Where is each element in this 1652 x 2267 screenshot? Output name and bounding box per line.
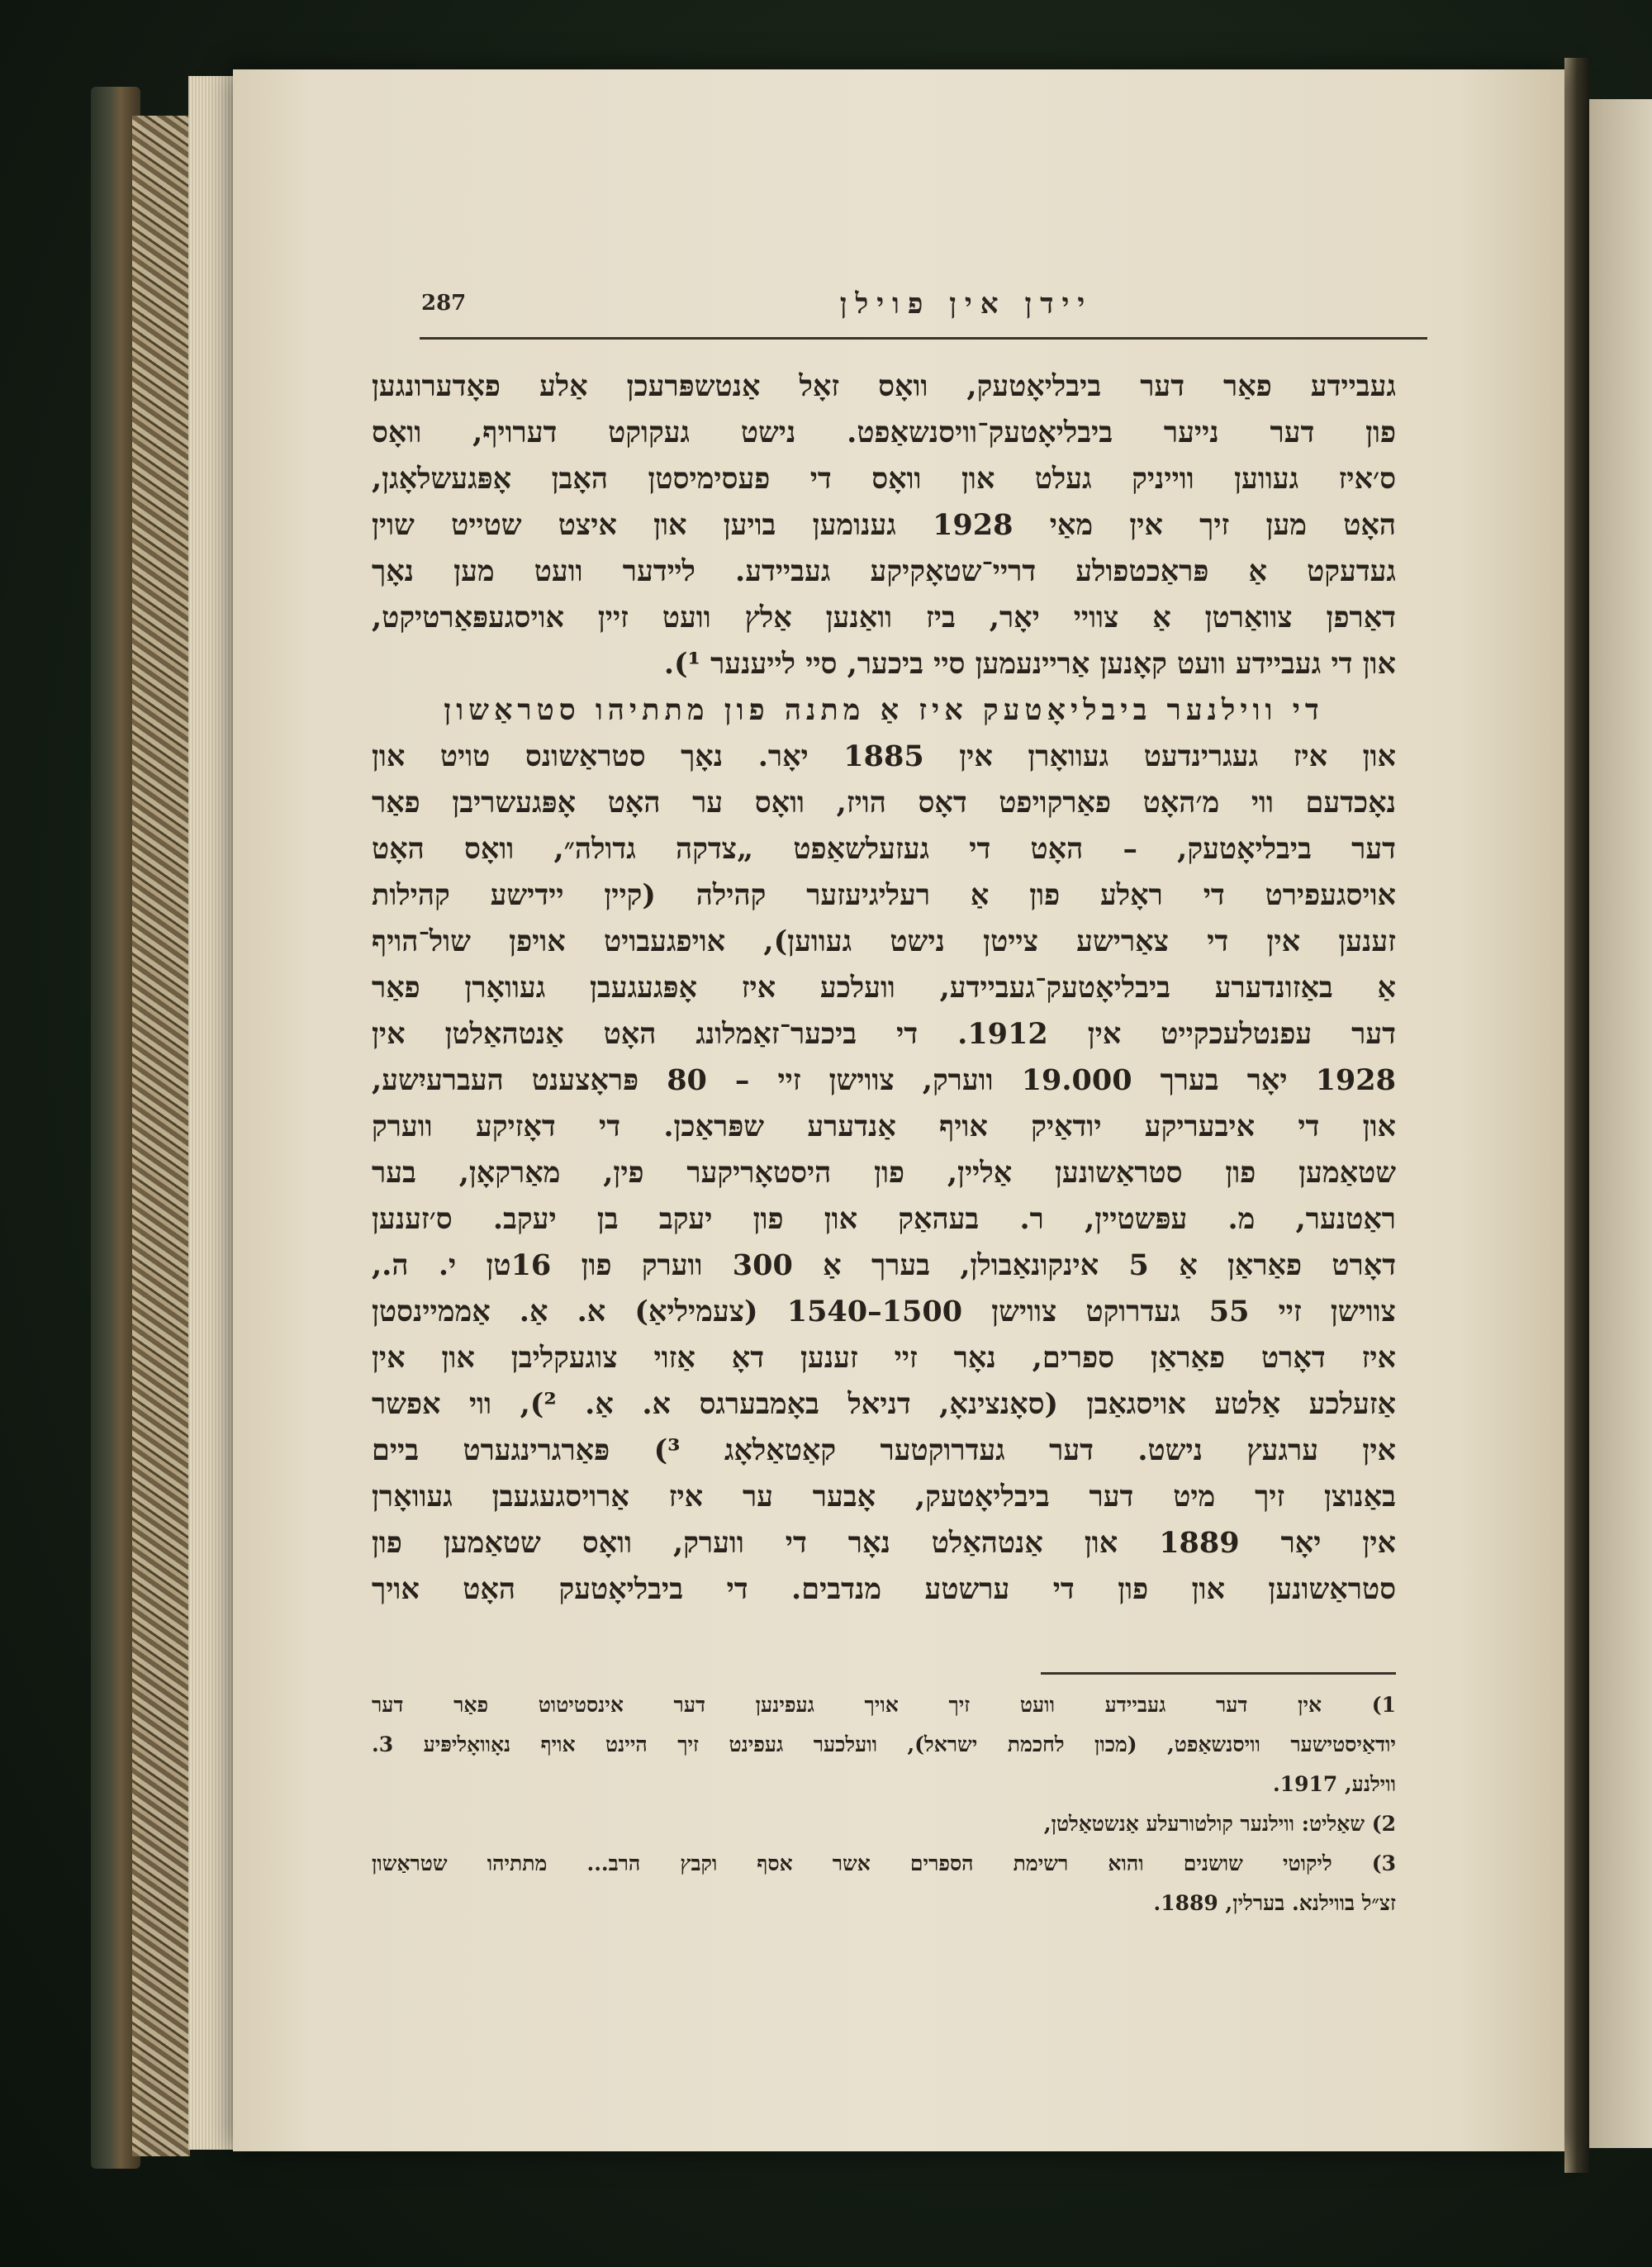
body-line: און די איבעריקע יודאַיק אויף אַנדערע שפּראַכן. די דאָזיקע ווערק: [372, 1110, 1396, 1143]
body-line: אַזעלכע אַלטע אויסגאַבן (סאָנצינאָ, דניאל באָמבערגס א. אַ. ²), ווי אפשר: [372, 1387, 1397, 1421]
body-line: ראַטנער, מ. עפּשטיין, ר. בעהאַק און פון יעקב בן יעקב. ס׳זענען: [372, 1202, 1396, 1236]
body-line: צווישן זיי 55 געדרוקט צווישן 1500–1540 (צעמיליאַ) א. אַ. אַממיינסטן: [372, 1295, 1396, 1328]
body-line: באַנוצן זיך מיט דער ביבליאָטעק, אָבער ער איז אַרויסגעגעבן געוואָרן: [372, 1480, 1396, 1514]
body-line: פון דער נייער ביבליאָטעק־וויסנשאַפט. נישט געקוקט דערויף, וואָס: [372, 416, 1396, 449]
body-line: אַ באַזונדערע ביבליאָטעק־געביידע, וועלכע איז אָפּגעגעבן געוואָרן פאַר: [372, 971, 1396, 1005]
footnote-line: יודאַיסטישער וויסנשאַפט, (מכון לחכמת ישראל), וועלכער געפינט זיך היינט אויף נאָוואָליפּיע 3.: [372, 1732, 1396, 1756]
footnotes: [372, 1685, 1396, 1923]
body-line: סטראַשונען און פון די ערשטע מנדבים. די ביבליאָטעק האָט אויך: [372, 1572, 1396, 1606]
footnote-rule: [1041, 1672, 1396, 1675]
body-line: נאָכדעם ווי מ׳האָט פאַרקויפט דאָס הויז, וואָס ער האָט אָפּגעשריבן פאַר: [372, 786, 1396, 820]
body-line: אויסגעפירט די ראָלע פון אַ רעליגיעזער קהילה (קיין יידישע קהילות: [372, 878, 1396, 912]
running-title: יידן אין פוילן: [839, 288, 1094, 321]
footnote-line: 1) אין דער געביידע וועט זיך אויך געפינען דער אינסטיטוט פאַר דער: [372, 1693, 1396, 1717]
body-line: זענען אין די צאַרישע צייטן נישט געווען), אויפגעבויט אויפן שול־הויף: [372, 924, 1396, 958]
body-line: שטאַמען פון סטראַשונען אַליין, פון היסטאָריקער פין, מאַרקאָן, בער: [372, 1156, 1396, 1190]
page-stack-edge: [188, 76, 238, 2150]
footnote-line: זצ״ל בווילנא. בערלין, 1889.: [1153, 1891, 1396, 1915]
body-line: אין ערגעץ נישט. דער געדרוקטער קאַטאַלאָג ³) פּאַרגרינגערט ביים: [372, 1433, 1396, 1467]
body-line: 1928 יאָר בערך 19.000 ווערק, צווישן זיי – 80 פּראָצענט העברעיִשע,: [372, 1063, 1396, 1097]
body-line: און איז געגרינדעט געוואָרן אין 1885 יאָר. נאָך סטראַשונס טויט און: [372, 739, 1396, 773]
body-line: אין יאָר 1889 און אַנטהאַלט נאָר די ווערק, וואָס שטאַמען פון: [372, 1526, 1396, 1560]
body-line: האָט מען זיך אין מאַי 1928 גענומען בויען און איצט שטייט שוין: [372, 508, 1396, 542]
body-line: געדעקט אַ פּראַכטפולע דריי־שטאָקיקע געביידע. לײדער וועט מען נאָך: [372, 554, 1396, 588]
header-rule: [420, 337, 1427, 340]
body-line: און די געביידע וועט קאָנען אַריינעמען סיי ביכער, סיי לייענער ¹).: [663, 647, 1396, 681]
body-line: געביידע פאַר דער ביבליאָטעק, וואָס זאָל אַנטשפּרעכן אַלע פאָדערונגען: [372, 369, 1396, 403]
body-line: דאַרפן צוואַרטן אַ צוויי יאָר, ביז וואַנען אַלץ וועט זיין אויסגעפּאַרטיקט,: [372, 601, 1396, 634]
body-line: ס׳איז געווען ווייניק געלט און וואָס די פעסימיסטן האָבן אָפּגעשלאָגן,: [372, 462, 1396, 496]
facing-page-edge: [1589, 99, 1652, 2148]
body-text: [372, 364, 1396, 1613]
page-number: 287: [421, 291, 467, 316]
body-line: איז דאָרט פאַראַן ספרים, נאָר זיי זענען דאָ אַזוי צוגעקליבן און אין: [372, 1341, 1396, 1375]
book-gutter: [1564, 58, 1589, 2173]
body-line: דער ביבליאָטעק, – האָט די געזעלשאַפט „צדקה גדולה״, וואָס האָט: [372, 832, 1396, 866]
footnote-line: 3) ליקוטי שושנים והוא רשימת הספרים אשר אסף וקבץ הרב... מתתיהו שטראַשון: [372, 1851, 1396, 1875]
body-line: דאָרט פאַראַן אַ 5 אינקונאַבולן, בערך אַ 300 ווערק פון 16טן י. ה.,: [372, 1248, 1397, 1282]
footnote-line: ווילנע, 1917.: [1272, 1772, 1396, 1796]
footnote-line: 2) שאַליט: ווילנער קולטורעלע אַנשטאַלטן,: [1043, 1812, 1396, 1836]
body-line: דער עפנטלעכקייט אין 1912. די ביכער־זאַמלונג האָט אַנטהאַלטן אין: [372, 1017, 1396, 1051]
body-line: די ווילנער ביבליאָטעק איז אַ מתנה פון מתתיהו סטראַשון: [444, 693, 1324, 727]
marbled-endpaper: [132, 116, 190, 2156]
